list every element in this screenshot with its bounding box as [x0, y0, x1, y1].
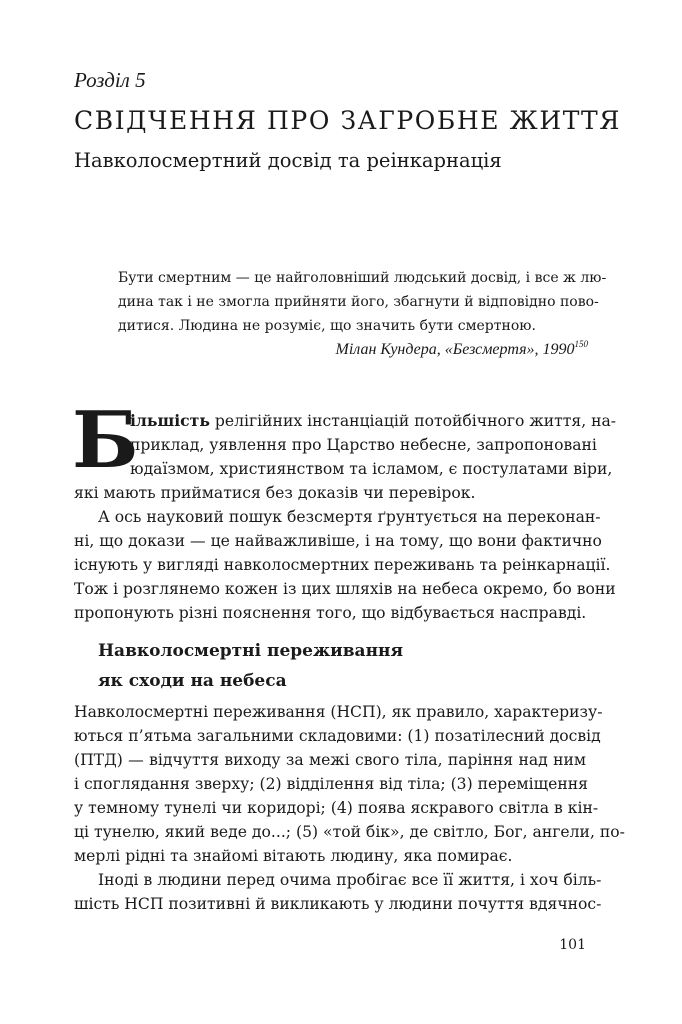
text-line: шість НСП позитивні й викликають у людини почуття вдячнос-: [74, 895, 602, 913]
section-heading: [98, 636, 403, 696]
epigraph-line: Бути смертним — це найголовніший людський досвід, і все ж лю-: [118, 270, 607, 286]
intro-paragraphs: [74, 409, 617, 625]
epigraph: [118, 266, 607, 362]
text-line: Навколосмертні переживання (НСП), як правило, характеризу-: [74, 703, 603, 721]
text-line: приклад, уявлення про Царство небесне, запропоновані: [130, 436, 597, 454]
section-heading-line: як сходи на небеса: [98, 671, 287, 691]
text-line: і споглядання зверху; (2) відділення від тіла; (3) переміщення: [74, 775, 588, 793]
text-line: у темному тунелі чи коридорі; (4) поява яскравого світла в кін-: [74, 799, 599, 817]
text-line-content: релігійних інстанціацій потойбічного життя, на-: [209, 412, 617, 430]
chapter-label: Розділ 5: [74, 68, 146, 92]
drop-cap: Б: [72, 395, 139, 486]
epigraph-attribution: [118, 338, 588, 362]
section-heading-line: Навколосмертні переживання: [98, 641, 404, 661]
section-paragraphs: [74, 700, 625, 916]
text-line: юдаїзмом, християнством та ісламом, є постулатами віри,: [130, 460, 613, 478]
text-line: ні, що докази — це найважливіше, і на тому, що вони фактично: [74, 532, 602, 550]
text-line: (ПТД) — відчуття виходу за межі свого тіла, паріння над ним: [74, 751, 586, 769]
chapter-subtitle: Навколосмертний досвід та реінкарнація: [74, 149, 502, 172]
text-line: мерлі рідні та знайомі вітають людину, яка помирає.: [74, 847, 513, 865]
epigraph-line: дина так і не змогла прийняти його, збагнути й відповідно пово-: [118, 294, 599, 310]
text-line: пропонують різні пояснення того, що відбувається насправді.: [74, 604, 587, 622]
text-line: Тож і розглянемо кожен із цих шляхів на небеса окремо, бо вони: [74, 580, 616, 598]
text-line: які мають прийматися без доказів чи перевірок.: [74, 484, 476, 502]
text-line: [74, 409, 617, 433]
text-line: ці тунелю, який веде до...; (5) «той бік», де світло, Бог, ангели, по-: [74, 823, 625, 841]
chapter-title: СВІДЧЕННЯ ПРО ЗАГРОБНЕ ЖИТТЯ: [74, 106, 622, 135]
epigraph-line: дитися. Людина не розуміє, що значить бути смертною.: [118, 318, 536, 334]
text-line: А ось науковий пошук безсмертя ґрунтується на переконан-: [98, 508, 601, 526]
epigraph-attribution-text: Мілан Кундера, «Безсмертя», 1990: [335, 341, 575, 358]
text-line: існують у вигляді навколосмертних переживань та реінкарнації.: [74, 556, 611, 574]
text-line: Іноді в людини перед очима пробігає все її життя, і хоч біль-: [98, 871, 602, 889]
lead-bold-word: ільшість: [130, 411, 210, 430]
page-number: 101: [559, 937, 586, 953]
text-line: ються п’ятьма загальними складовими: (1) позатілесний досвід: [74, 727, 601, 745]
footnote-ref: 150: [574, 339, 588, 349]
